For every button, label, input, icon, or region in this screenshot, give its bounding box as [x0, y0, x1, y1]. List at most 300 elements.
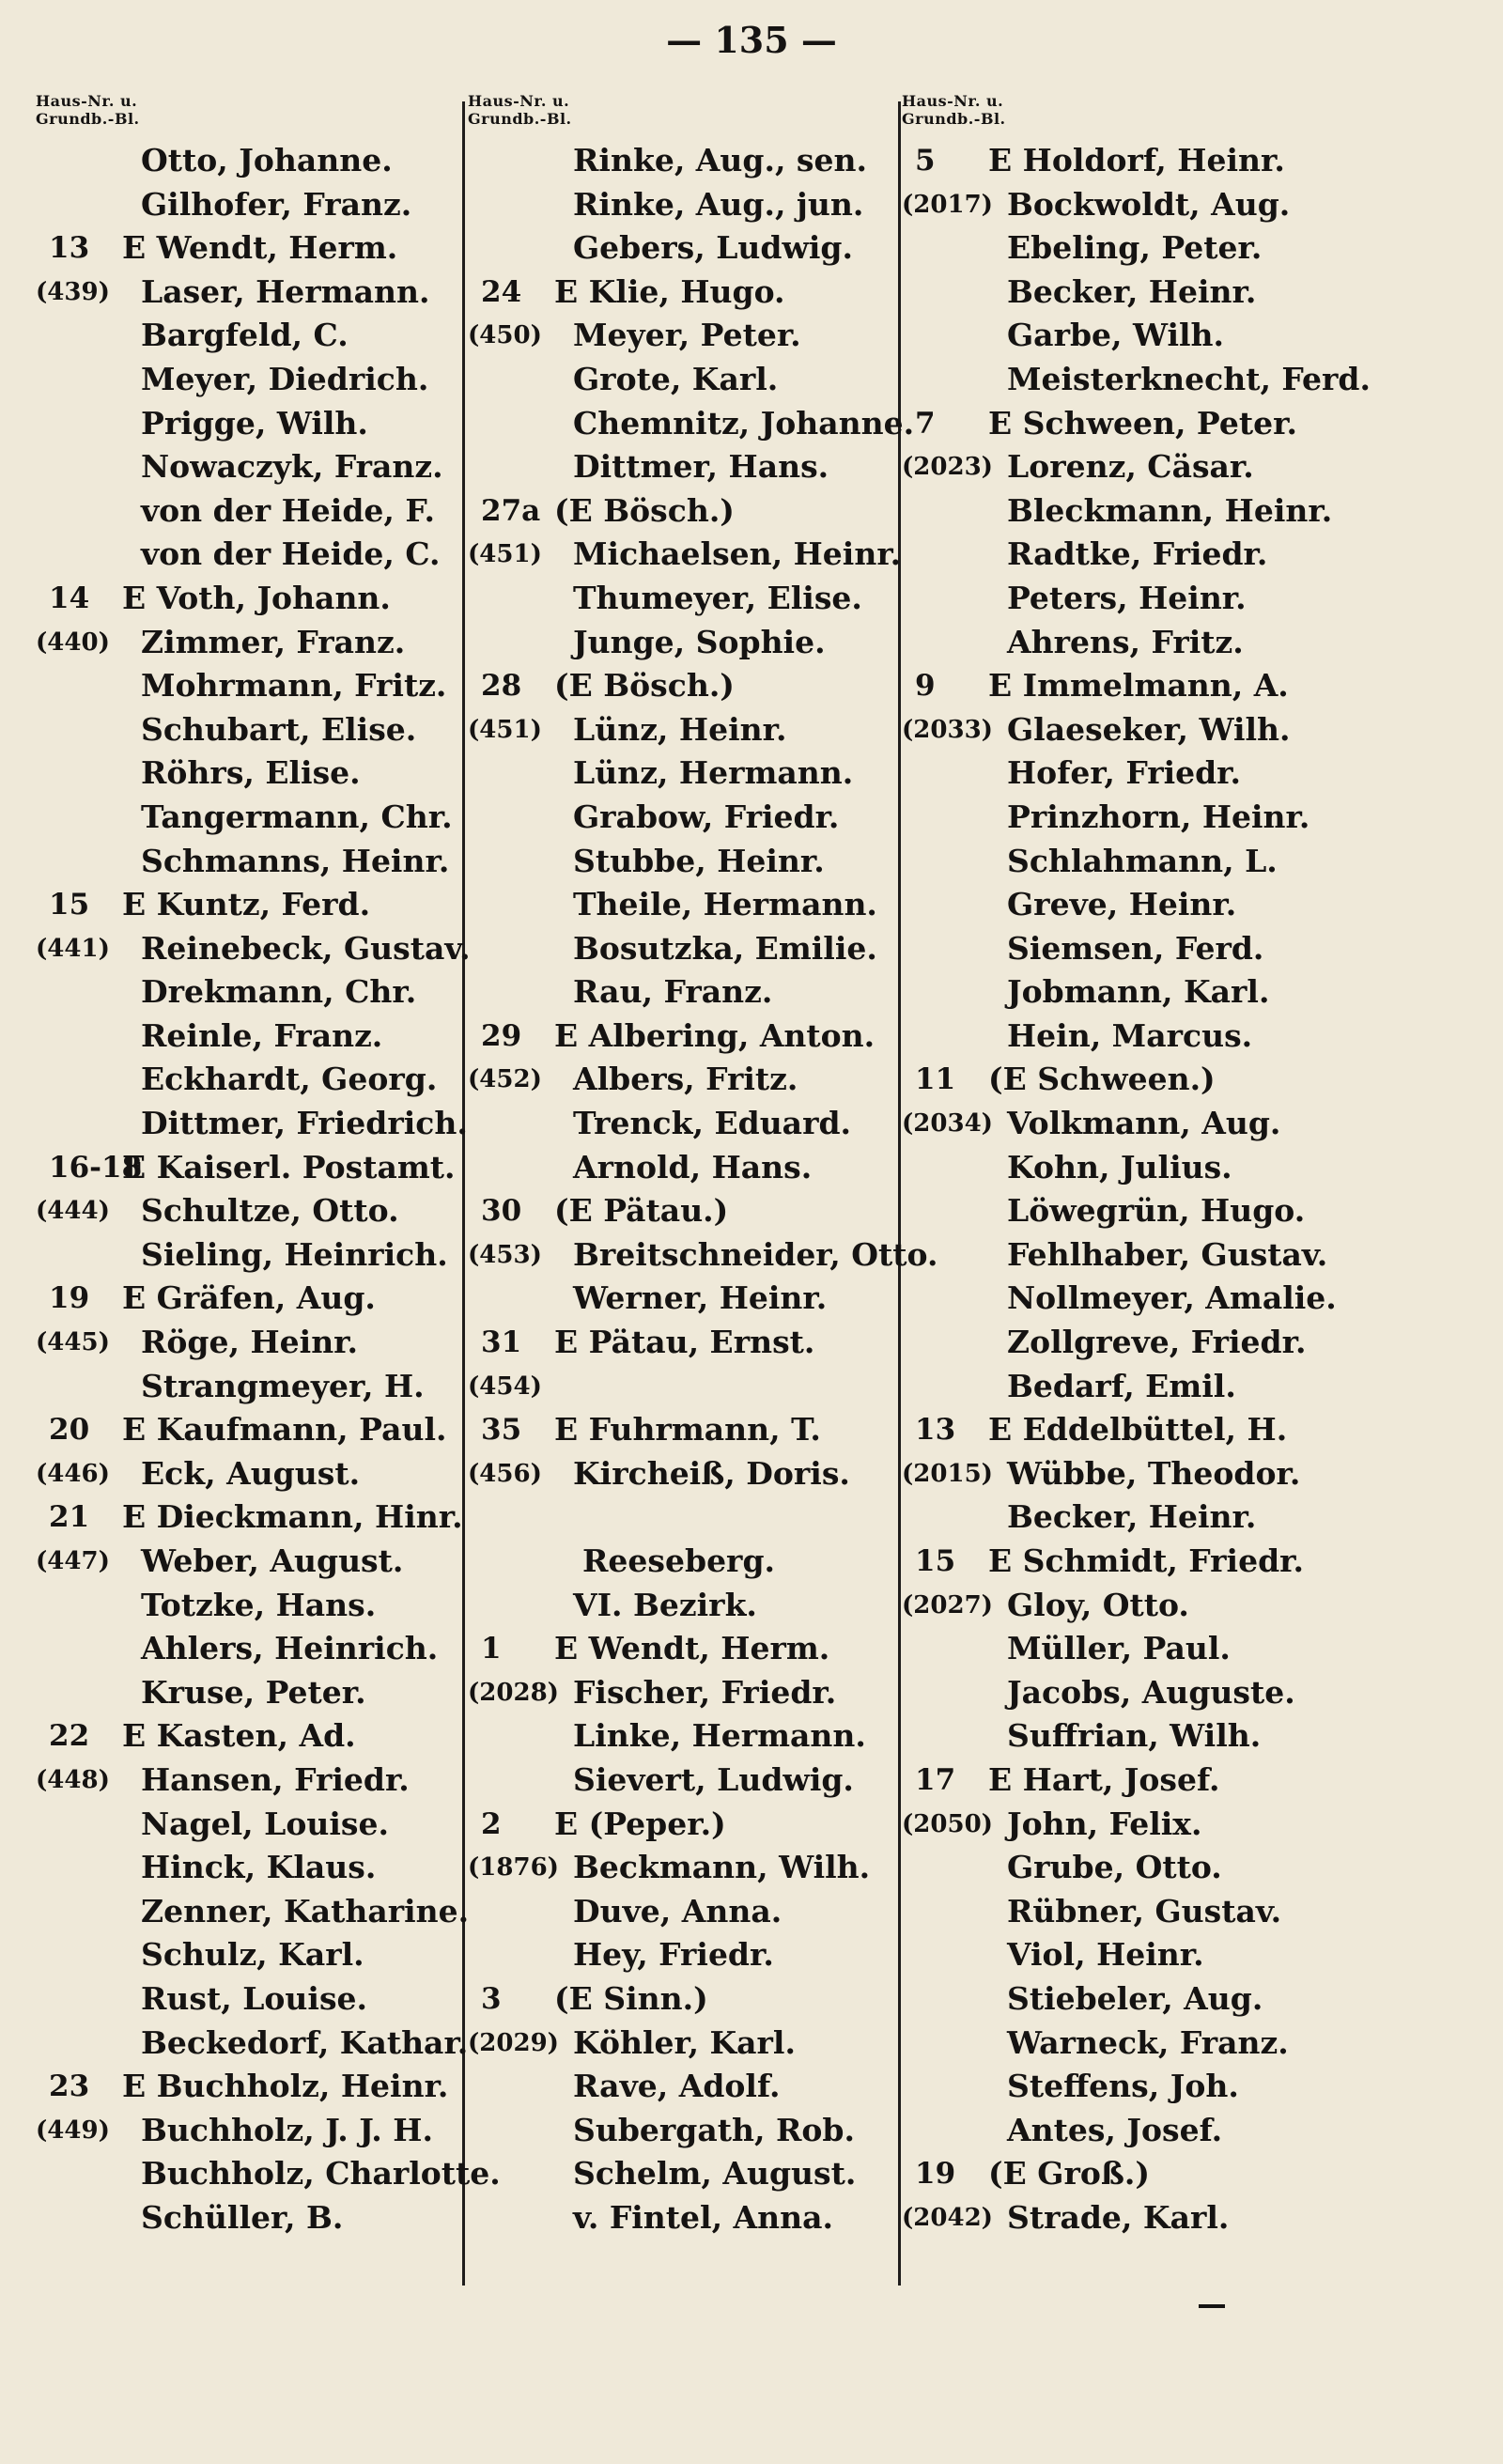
directory-entry [468, 1102, 928, 1146]
house-number: 27a [481, 493, 541, 528]
resident-name: Rust, Louise. [141, 1979, 368, 2017]
directory-entry [902, 1977, 1428, 2022]
resident-name: Becker, Heinr. [1007, 1498, 1257, 1536]
directory-entry [468, 1452, 928, 1496]
resident-name: Röhrs, Elise. [141, 754, 361, 792]
directory-entry [902, 577, 1428, 621]
directory-entry [36, 883, 505, 927]
resident-name: Stubbe, Heinr. [573, 842, 825, 879]
resident-name: E Buchholz, Heinr. [122, 2068, 449, 2105]
resident-name: Tangermann, Chr. [141, 798, 453, 835]
section-title: VI. Bezirk. [573, 1586, 757, 1623]
land-register-number: (439) [36, 277, 110, 306]
directory-entry [902, 1277, 1428, 1321]
resident-name: Prinzhorn, Heinr. [1007, 798, 1310, 835]
directory-entry [468, 2109, 928, 2153]
land-register-number: (456) [468, 1459, 542, 1488]
resident-name: Nollmeyer, Amalie. [1007, 1279, 1337, 1317]
resident-name: Fischer, Friedr. [573, 1673, 837, 1711]
resident-name: Rave, Adolf. [573, 2068, 781, 2105]
directory-entry [902, 1759, 1428, 1803]
resident-name: E Voth, Johann. [122, 579, 391, 616]
directory-entry [468, 708, 928, 752]
resident-name: Dittmer, Hans. [573, 448, 829, 486]
directory-entry [468, 402, 928, 446]
resident-name: Kruse, Peter. [141, 1673, 366, 1711]
directory-entry [902, 1803, 1428, 1847]
directory-entry [468, 1977, 928, 2022]
directory-entry [468, 1321, 928, 1365]
land-register-number: (2023) [902, 453, 993, 482]
resident-name: Totzke, Hans. [141, 1586, 377, 1623]
directory-entry [468, 927, 928, 971]
house-number: 14 [49, 581, 90, 615]
resident-name: Linke, Hermann. [573, 1717, 866, 1755]
land-register-number: (448) [36, 1765, 110, 1794]
resident-name: (E Pätau.) [554, 1192, 729, 1230]
house-number: 35 [481, 1413, 522, 1448]
land-register-number: (1876) [468, 1853, 559, 1883]
directory-entry [36, 1146, 505, 1190]
resident-name: Schulz, Karl. [141, 1936, 364, 1974]
resident-name: E Immelmann, A. [988, 667, 1289, 705]
house-number: 28 [481, 669, 522, 704]
resident-name: E Hart, Josef. [988, 1760, 1220, 1798]
resident-name: Hein, Marcus. [1007, 1016, 1253, 1054]
directory-entry [36, 927, 505, 971]
land-register-number: (2028) [468, 1678, 559, 1707]
house-number: 22 [49, 1719, 90, 1754]
directory-entry [902, 226, 1428, 271]
land-register-number: (2050) [902, 1809, 993, 1838]
resident-name: Meisterknecht, Ferd. [1007, 360, 1371, 397]
resident-name: von der Heide, C. [141, 535, 441, 573]
entry-list [902, 139, 1428, 2240]
resident-name: Grote, Karl. [573, 360, 779, 397]
directory-entry [468, 489, 928, 534]
directory-entry [36, 1759, 505, 1803]
column-header: Haus-Nr. u. Grundb.-Bl. [902, 92, 1006, 128]
resident-name: Garbe, Wilh. [1007, 317, 1225, 354]
land-register-number: (450) [468, 321, 542, 350]
directory-entry [468, 2152, 928, 2196]
directory-entry [902, 1233, 1428, 1278]
resident-name: Laser, Hermann. [141, 272, 430, 310]
resident-name: E Schmidt, Friedr. [988, 1542, 1304, 1579]
house-number: 19 [915, 2157, 956, 2192]
directory-entry [468, 226, 928, 271]
resident-name: E Kuntz, Ferd. [122, 886, 371, 923]
resident-name: Junge, Sophie. [573, 623, 826, 660]
resident-name: E Eddelbüttel, H. [988, 1411, 1288, 1449]
directory-entry [36, 489, 505, 534]
land-register-number: (451) [468, 540, 542, 569]
resident-name: Bargfeld, C. [141, 317, 349, 354]
resident-name: Strade, Karl. [1007, 2198, 1230, 2236]
resident-name: (E Bösch.) [554, 667, 735, 705]
directory-entry [468, 1890, 928, 1934]
land-register-number: (451) [468, 715, 542, 744]
directory-entry [36, 1584, 505, 1628]
directory-entry [902, 1146, 1428, 1190]
resident-name: Becker, Heinr. [1007, 272, 1257, 310]
directory-entry [36, 226, 505, 271]
resident-name: Lünz, Heinr. [573, 710, 787, 748]
directory-entry [468, 883, 928, 927]
directory-entry [902, 1714, 1428, 1759]
resident-name: Buchholz, Charlotte. [141, 2155, 501, 2193]
directory-entry [468, 840, 928, 884]
directory-entry [36, 1846, 505, 1890]
resident-name: Warneck, Franz. [1007, 2023, 1289, 2061]
directory-entry [468, 752, 928, 796]
directory-entry [36, 1277, 505, 1321]
resident-name: (E Sinn.) [554, 1979, 708, 2017]
directory-entry [36, 1233, 505, 1278]
directory-entry [902, 1058, 1428, 1102]
directory-entry [902, 621, 1428, 665]
resident-name: Strangmeyer, H. [141, 1367, 425, 1404]
resident-name: Schüller, B. [141, 2198, 344, 2236]
resident-name: Grabow, Friedr. [573, 798, 840, 835]
directory-entry [902, 1671, 1428, 1715]
resident-name: John, Felix. [1007, 1805, 1202, 1842]
land-register-number: (2034) [902, 1109, 993, 1139]
directory-entry [902, 139, 1428, 183]
directory-entry [902, 1584, 1428, 1628]
directory-entry [468, 1233, 938, 1278]
land-register-number: (444) [36, 1197, 110, 1226]
directory-entry [36, 1189, 505, 1233]
directory-entry [468, 314, 928, 358]
directory-entry [902, 1102, 1428, 1146]
resident-name: Eckhardt, Georg. [141, 1061, 438, 1098]
resident-name: Bosutzka, Emilie. [573, 929, 877, 967]
directory-entry [468, 1803, 928, 1847]
directory-entry [36, 664, 505, 708]
directory-entry [468, 1365, 928, 1409]
resident-name: Bleckmann, Heinr. [1007, 491, 1333, 529]
resident-name: E Albering, Anton. [554, 1016, 875, 1054]
resident-name: Bockwoldt, Aug. [1007, 185, 1291, 223]
directory-entry [36, 139, 505, 183]
directory-entry [902, 2022, 1428, 2066]
directory-entry [36, 314, 505, 358]
section-title: Reeseberg. [582, 1542, 776, 1579]
directory-entry [36, 796, 505, 840]
directory-entry [36, 402, 505, 446]
resident-name: Subergath, Rob. [573, 2111, 855, 2148]
directory-entry [36, 1803, 505, 1847]
resident-name: Greve, Heinr. [1007, 886, 1237, 923]
directory-entry [468, 621, 928, 665]
resident-name: Schmanns, Heinr. [141, 842, 450, 879]
resident-name: von der Heide, F. [141, 491, 435, 529]
resident-name: E Wendt, Herm. [122, 229, 398, 267]
directory-entry [468, 1015, 928, 1059]
resident-name: Peters, Heinr. [1007, 579, 1247, 616]
resident-name: Suffrian, Wilh. [1007, 1717, 1262, 1755]
resident-name: Sievert, Ludwig. [573, 1760, 854, 1798]
directory-entry [36, 2152, 505, 2196]
directory-entry [36, 1015, 505, 1059]
directory-entry [36, 183, 505, 227]
directory-entry [902, 1495, 1428, 1540]
directory-entry [36, 1365, 505, 1409]
directory-entry [468, 1189, 928, 1233]
directory-entry [36, 577, 505, 621]
land-register-number: (452) [468, 1065, 542, 1094]
directory-entry [902, 1365, 1428, 1409]
resident-name: Meyer, Peter. [573, 317, 801, 354]
directory-entry [902, 358, 1428, 402]
directory-entry [36, 1408, 505, 1452]
directory-entry [468, 1277, 928, 1321]
resident-name: Löwegrün, Hugo. [1007, 1192, 1306, 1230]
directory-entry [902, 2152, 1428, 2196]
resident-name: Grube, Otto. [1007, 1849, 1222, 1886]
resident-name: E Holdorf, Heinr. [988, 142, 1285, 178]
land-register-number: (2042) [902, 2203, 993, 2232]
directory-entry [902, 752, 1428, 796]
directory-entry [36, 1495, 505, 1540]
directory-entry [36, 752, 505, 796]
directory-entry [902, 796, 1428, 840]
directory-entry [36, 1627, 505, 1671]
directory-entry [36, 2196, 505, 2240]
house-number: 13 [915, 1413, 956, 1448]
directory-entry [468, 358, 928, 402]
directory-entry [902, 1890, 1428, 1934]
directory-entry [36, 2022, 505, 2066]
land-register-number: (440) [36, 628, 110, 657]
resident-name: Weber, August. [141, 1542, 404, 1579]
resident-name: Reinebeck, Gustav. [141, 929, 471, 967]
directory-entry [36, 1714, 505, 1759]
resident-name: Otto, Johanne. [141, 142, 393, 178]
end-dash [1199, 2304, 1225, 2308]
directory-entry [468, 1627, 928, 1671]
resident-name: Rinke, Aug., sen. [573, 142, 867, 178]
directory-entry [36, 1671, 505, 1715]
house-number: 16-18 [49, 1150, 143, 1185]
resident-name: Lünz, Hermann. [573, 754, 854, 792]
resident-name: Zollgreve, Friedr. [1007, 1324, 1307, 1361]
resident-name: Nowaczyk, Franz. [141, 448, 443, 486]
house-number: 29 [481, 1018, 522, 1053]
directory-entry [36, 1321, 505, 1365]
house-number: 9 [915, 669, 936, 704]
resident-name: Wübbe, Theodor. [1007, 1454, 1301, 1492]
directory-entry [468, 1408, 928, 1452]
resident-name: Hey, Friedr. [573, 1936, 774, 1974]
directory-entry [902, 489, 1428, 534]
resident-name: Zimmer, Franz. [141, 623, 406, 660]
directory-entry [36, 2109, 505, 2153]
directory-entry [36, 970, 505, 1015]
house-number: 19 [49, 1281, 90, 1316]
resident-name: Trenck, Eduard. [573, 1105, 852, 1142]
resident-name: Glaeseker, Wilh. [1007, 710, 1291, 748]
resident-name: Buchholz, J. J. H. [141, 2111, 433, 2148]
resident-name: Viol, Heinr. [1007, 1936, 1204, 1974]
land-register-number: (447) [36, 1547, 110, 1575]
land-register-number: (2015) [902, 1459, 993, 1488]
directory-entry [468, 445, 928, 489]
resident-name: Dittmer, Friedrich. [141, 1105, 468, 1142]
resident-name: Gloy, Otto. [1007, 1586, 1189, 1623]
directory-entry [468, 1846, 928, 1890]
resident-name: Gebers, Ludwig. [573, 229, 853, 267]
land-register-number: (454) [468, 1371, 542, 1401]
directory-entry [468, 2065, 928, 2109]
resident-name: Volkmann, Aug. [1007, 1105, 1281, 1142]
directory-column-1 [36, 92, 505, 2240]
directory-entry [36, 2065, 505, 2109]
directory-entry [36, 621, 505, 665]
directory-entry [468, 183, 928, 227]
directory-entry [468, 139, 928, 183]
directory-entry [468, 664, 928, 708]
directory-entry [902, 2196, 1428, 2240]
house-number: 13 [49, 231, 90, 266]
directory-entry [902, 1452, 1428, 1496]
directory-entry [36, 1058, 505, 1102]
directory-column-3 [902, 92, 1428, 2240]
entry-list [36, 139, 505, 2240]
resident-name: Ahrens, Fritz. [1007, 623, 1244, 660]
resident-name: Steffens, Joh. [1007, 2068, 1239, 2105]
directory-entry [468, 1933, 928, 1977]
resident-name: Reinle, Franz. [141, 1016, 383, 1054]
directory-entry [902, 927, 1428, 971]
directory-entry [902, 1321, 1428, 1365]
house-number: 20 [49, 1413, 90, 1448]
resident-name: Müller, Paul. [1007, 1630, 1231, 1667]
house-number: 31 [481, 1325, 522, 1360]
resident-name: Schubart, Elise. [141, 710, 417, 748]
column-header: Haus-Nr. u. Grundb.-Bl. [36, 92, 140, 128]
resident-name: Chemnitz, Johanne. [573, 404, 915, 442]
resident-name: Antes, Josef. [1007, 2111, 1223, 2148]
resident-name: E Schween, Peter. [988, 404, 1297, 442]
directory-entry [468, 1058, 928, 1102]
directory-entry [36, 1540, 505, 1584]
resident-name: E Gräfen, Aug. [122, 1279, 376, 1317]
resident-name: Breitschneider, Otto. [573, 1235, 938, 1273]
section-heading-row [468, 1540, 928, 1584]
directory-entry [468, 796, 928, 840]
directory-entry [902, 840, 1428, 884]
resident-name: Duve, Anna. [573, 1892, 782, 1929]
resident-name: Schlahmann, L. [1007, 842, 1278, 879]
house-number: 24 [481, 274, 522, 309]
resident-name: E Fuhrmann, T. [554, 1411, 821, 1449]
resident-name: Gilhofer, Franz. [141, 185, 412, 223]
directory-entry [902, 445, 1428, 489]
land-register-number: (445) [36, 1328, 110, 1357]
resident-name: E Klie, Hugo. [554, 272, 785, 310]
directory-entry [36, 445, 505, 489]
directory-entry [36, 358, 505, 402]
resident-name: Zenner, Katharine. [141, 1892, 470, 1929]
resident-name: Prigge, Wilh. [141, 404, 368, 442]
resident-name: E Kasten, Ad. [122, 1717, 356, 1755]
directory-entry [902, 1627, 1428, 1671]
directory-entry [902, 883, 1428, 927]
resident-name: Stiebeler, Aug. [1007, 1979, 1263, 2017]
resident-name: Ebeling, Peter. [1007, 229, 1263, 267]
column-header: Haus-Nr. u. Grundb.-Bl. [468, 92, 572, 128]
resident-name: Rübner, Gustav. [1007, 1892, 1282, 1929]
resident-name: Beckedorf, Kathar. [141, 2023, 469, 2061]
directory-entry [902, 183, 1428, 227]
resident-name: Drekmann, Chr. [141, 973, 417, 1011]
resident-name: E (Peper.) [554, 1805, 726, 1842]
directory-entry [468, 271, 928, 315]
directory-entry [902, 402, 1428, 446]
resident-name: Kircheiß, Doris. [573, 1454, 850, 1492]
house-number: 1 [481, 1632, 502, 1666]
directory-entry [36, 1452, 505, 1496]
directory-entry [902, 314, 1428, 358]
house-number: 15 [49, 888, 90, 922]
resident-name: Theile, Hermann. [573, 886, 877, 923]
resident-name: Fehlhaber, Gustav. [1007, 1235, 1328, 1273]
resident-name: Albers, Fritz. [573, 1061, 798, 1098]
resident-name: (E Bösch.) [554, 491, 735, 529]
land-register-number: (453) [468, 1240, 542, 1269]
resident-name: Michaelsen, Heinr. [573, 535, 902, 573]
house-number: 2 [481, 1806, 502, 1841]
resident-name: Schultze, Otto. [141, 1192, 399, 1230]
directory-entry [902, 1015, 1428, 1059]
directory-entry [902, 2065, 1428, 2109]
resident-name: v. Fintel, Anna. [573, 2198, 834, 2236]
directory-entry [902, 1540, 1428, 1584]
land-register-number: (2029) [468, 2028, 559, 2057]
resident-name: E Kaufmann, Paul. [122, 1411, 447, 1449]
resident-name: E Kaiserl. Postamt. [122, 1148, 456, 1186]
directory-entry [468, 2196, 928, 2240]
resident-name: (E Schween.) [988, 1061, 1216, 1098]
directory-entry [902, 2109, 1428, 2153]
directory-entry [468, 1714, 928, 1759]
resident-name: Kohn, Julius. [1007, 1148, 1232, 1186]
directory-entry [36, 533, 505, 577]
resident-name: Hofer, Friedr. [1007, 754, 1242, 792]
resident-name: E Pätau, Ernst. [554, 1324, 815, 1361]
resident-name: Mohrmann, Fritz. [141, 667, 447, 705]
land-register-number: (2033) [902, 715, 993, 744]
house-number: 30 [481, 1194, 522, 1229]
directory-entry [468, 533, 928, 577]
house-number: 17 [915, 1762, 956, 1797]
land-register-number: (2027) [902, 1590, 993, 1619]
directory-entry [902, 271, 1428, 315]
resident-name: Röge, Heinr. [141, 1324, 359, 1361]
directory-entry [468, 970, 928, 1015]
directory-entry [36, 271, 505, 315]
directory-entry [36, 1933, 505, 1977]
resident-name: Hansen, Friedr. [141, 1760, 410, 1798]
directory-entry [36, 708, 505, 752]
directory-entry [902, 1846, 1428, 1890]
resident-name: Hinck, Klaus. [141, 1849, 377, 1886]
resident-name: Jacobs, Auguste. [1007, 1673, 1295, 1711]
directory-entry [36, 1102, 505, 1146]
directory-entry [468, 577, 928, 621]
